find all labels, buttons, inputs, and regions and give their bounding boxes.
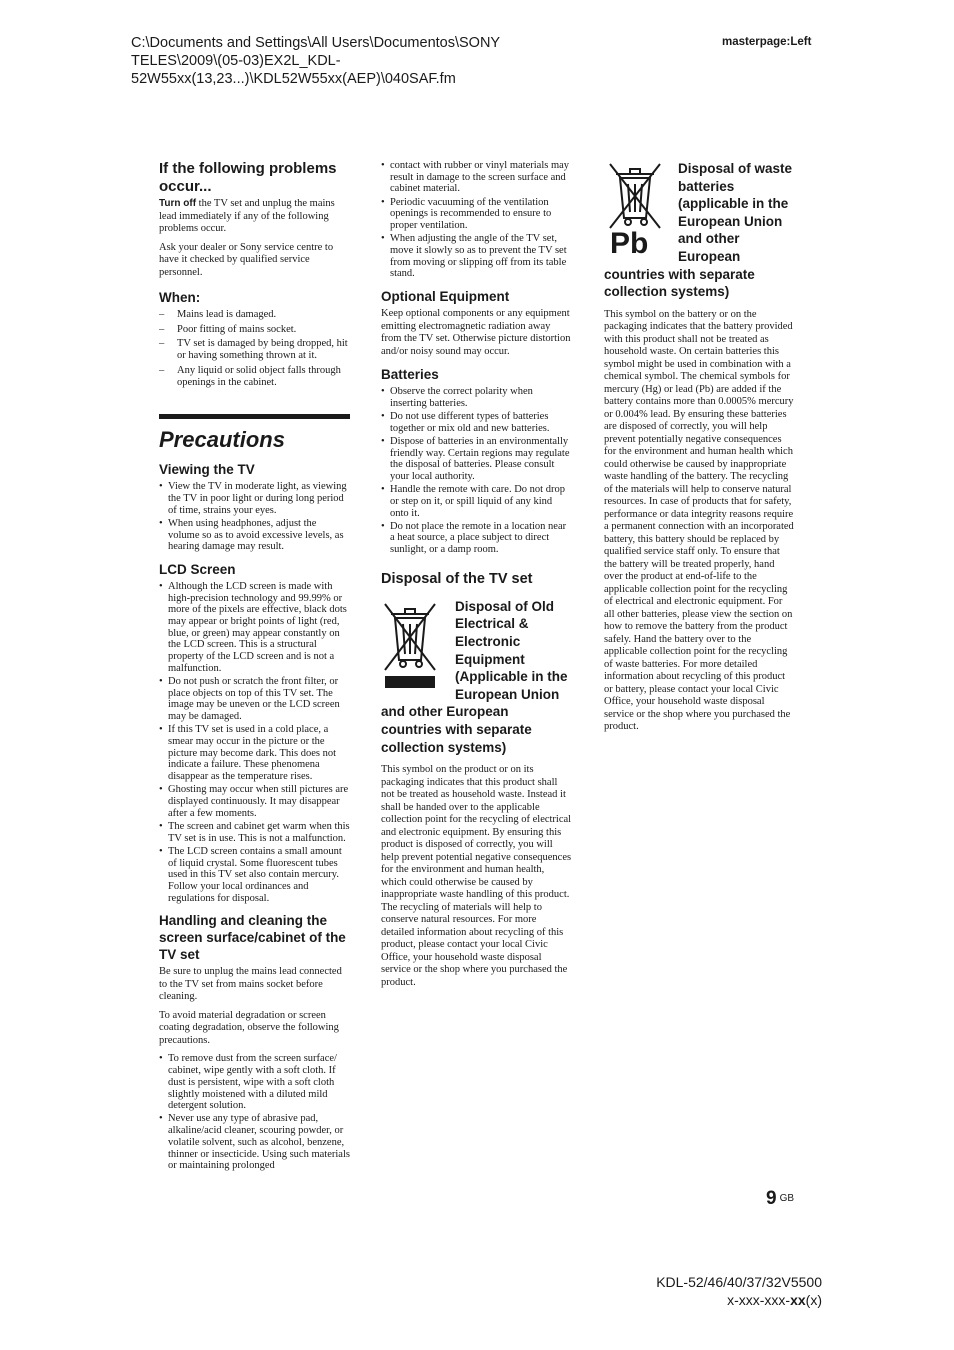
list-item: • Observe the correct polarity when inserting batteries. [381, 386, 572, 409]
column-right [604, 160, 795, 740]
handling-paragraph: Be sure to unplug the mains lead connected to the TV set from mains socket before cleaning. [159, 966, 342, 1003]
handling-list-continued [381, 160, 572, 280]
handling-list [159, 1053, 350, 1172]
column-middle [381, 160, 572, 995]
page-number [766, 1188, 794, 1210]
list-item: • If this TV set is used in a cold place, a smear may occur in the picture or the picture may become dark. This does not indicate a failure. These phenomena disappear as the temperature rises. [159, 724, 350, 783]
section-rule [159, 414, 350, 419]
page-number-suffix: GB [779, 1193, 795, 1204]
when-list [159, 309, 350, 388]
weee-paragraph: This symbol on the product or on its packaging indicates that this product shall not be treated as household waste. Instead it shall be handed over to the applicable collection point for the recycling of electrical and electronic equipment. By ensuring this product is disposed of correctly, you will help prevent potential negative consequences for the environment and human health, which could otherwise be caused by inappropriate waste handling of this product. The recycling of materials will help to conserve natural resources. For more detailed information about recycling of this product, please contact your local Civic Office, your household waste disposal service or the shop where you purchased the product. [381, 764, 572, 988]
list-item: • Do not push or scratch the front filter, or place objects on top of this TV set. The image may be uneven or the LCD screen may be damaged. [159, 676, 350, 723]
problems-heading: If the following problems occur... [159, 160, 337, 195]
list-item: • Although the LCD screen is made with high-precision technology and 99.99% or more of the pixels are effective, black dots may appear or bright points of light (red, blue, or green) may appear constantly on the LCD screen. This is a structural property of the LCD screen and is not a malfunction. [159, 581, 350, 675]
handling-heading: Handling and cleaning the screen surface/cabinet of the TV set [159, 913, 346, 963]
viewing-list [159, 481, 350, 553]
viewing-heading: Viewing the TV [159, 462, 255, 478]
masterpage-label: masterpage:Left [722, 36, 812, 48]
list-item: • When adjusting the angle of the TV set, move it slowly so as to prevent the TV set from moving or slipping off from its table stand. [381, 233, 572, 280]
list-item: – Poor fitting of mains socket. [159, 324, 350, 336]
file-path-line: TELES\2009\(05-03)EX2L_KDL- [131, 53, 341, 69]
list-item: – Any liquid or solid object falls through openings in the cabinet. [159, 365, 350, 388]
list-item: • Never use any type of abrasive pad, alkaline/acid cleaner, scouring powder, or volatile solvent, such as alcohol, benzene, thinner or insecticide. Using such materials or maintaining prolonged [159, 1113, 350, 1172]
list-item: – TV set is damaged by being dropped, hit or having something thrown at it. [159, 338, 350, 361]
weee-heading: Disposal of Old Electrical & Electronic Equipment (Applicable in the European Union and other European countries with separate collection systems) [381, 598, 568, 755]
weee-bin-icon [381, 598, 447, 690]
file-path-line: 52W55xx(13,23...)\KDL52W55xx(AEP)\040SAF.fm [131, 71, 456, 87]
list-item-continued: • contact with rubber or vinyl materials may result in damage to the screen surface and cabinet material. [381, 160, 572, 195]
list-item: • To remove dust from the screen surface/ cabinet, wipe gently with a soft cloth. If dust is persistent, wipe with a soft cloth slightly moistened with a diluted mild detergent solution. [159, 1053, 350, 1112]
dealer-paragraph: Ask your dealer or Sony service centre to have it checked by qualified service personnel. [159, 241, 334, 278]
battery-heading: Disposal of waste batteries (applicable in the European Union and other European countries with separate collection systems) [604, 161, 793, 300]
pb-symbol: Pb [610, 227, 649, 256]
list-item: • View the TV in moderate light, as viewing the TV in poor light or during long period of time, strains your eyes. [159, 481, 350, 516]
battery-bin-icon [604, 160, 670, 256]
list-item: • Do not use different types of batteries together or mix old and new batteries. [381, 411, 572, 434]
code-bold: xx [790, 1292, 806, 1308]
file-path-line: C:\Documents and Settings\All Users\Documentos\SONY [131, 35, 501, 51]
list-item: • The screen and cabinet get warm when this TV set is in use. This is not a malfunction. [159, 821, 350, 844]
column-left [159, 160, 350, 1176]
list-item: – Mains lead is damaged. [159, 309, 350, 321]
code-line [656, 1291, 822, 1309]
batteries-heading: Batteries [381, 367, 439, 383]
code-prefix: x-xxx-xxx- [727, 1292, 791, 1308]
list-item: • Dispose of batteries in an environmentally friendly way. Certain regions may regulate the disposal of batteries. Please consult your local authority. [381, 436, 572, 483]
lcd-list [159, 581, 350, 904]
optional-paragraph: Keep optional components or any equipment emitting electromagnetic radiation away from the TV set. Otherwise picture distortion and/or noisy sound may occur. [381, 308, 571, 357]
when-heading: When: [159, 290, 201, 305]
list-item: • Ghosting may occur when still pictures are displayed continuously. It may disappear after a few moments. [159, 784, 350, 819]
turn-off-lead: Turn off [159, 198, 197, 209]
list-item: • Periodic vacuuming of the ventilation openings is recommended to ensure to proper ventilation. [381, 197, 572, 232]
turn-off-text: the TV set and unplug the mains lead immediately if any of the following problems occur. [159, 198, 335, 234]
page-number-value: 9 [766, 1188, 777, 1209]
optional-heading: Optional Equipment [381, 289, 510, 305]
lcd-heading: LCD Screen [159, 561, 236, 577]
list-item: • When using headphones, adjust the volume so as to avoid excessive levels, as hearing damage may result. [159, 518, 350, 553]
list-item: • Do not place the remote in a location near a heat source, a place subject to direct sunlight, or a damp room. [381, 521, 572, 556]
list-item: • Handle the remote with care. Do not drop or step on it, or spill liquid of any kind onto it. [381, 484, 572, 519]
turn-off-paragraph [159, 198, 350, 236]
file-path-header [131, 34, 571, 88]
battery-paragraph: This symbol on the battery or on the packaging indicates that the battery provided with this product shall not be treated as household waste. On certain batteries this symbol might be used in combination with a chemical symbol. The chemical symbols for mercury (Hg) or lead (Pb) are added if the battery contains more than 0.0005% mercury or 0.004% lead. By ensuring these batteries are disposed of correctly, you will help prevent potentially negative consequences for the environment and human health which could otherwise be caused by inappropriate waste handling of the battery. The recycling of the materials will help to conserve natural resources. In case of products that for safety, performance or data integrity reasons require a permanent connection with an incorporated battery, this battery should be replaced by qualified service staff only. To ensure that the battery will be treated properly, hand over the product at end-of-life to the applicable collection point for the recycling of electrical and electronic equipment. For all other batteries, please view the section on how to remove the battery from the product safely. Hand the battery over to the applicable collection point for the recycling of waste batteries. For more detailed information about recycling of this product or battery, please contact your local Civic Office, your household waste disposal service or the shop where you purchased the product. [604, 308, 794, 733]
handling-paragraph: To avoid material degradation or screen coating degradation, observe the following precautions. [159, 1009, 339, 1046]
code-suffix: (x) [805, 1292, 822, 1308]
model-line: KDL-52/46/40/37/32V5500 [656, 1274, 822, 1290]
precautions-title: Precautions [159, 427, 285, 453]
list-item: • The LCD screen contains a small amount of liquid crystal. Some fluorescent tubes used in this TV set also contain mercury. Follow your local ordinances and regulations for disposal. [159, 846, 350, 905]
disposal-heading: Disposal of the TV set [381, 570, 533, 587]
model-footer [656, 1273, 822, 1309]
batteries-list [381, 386, 572, 556]
